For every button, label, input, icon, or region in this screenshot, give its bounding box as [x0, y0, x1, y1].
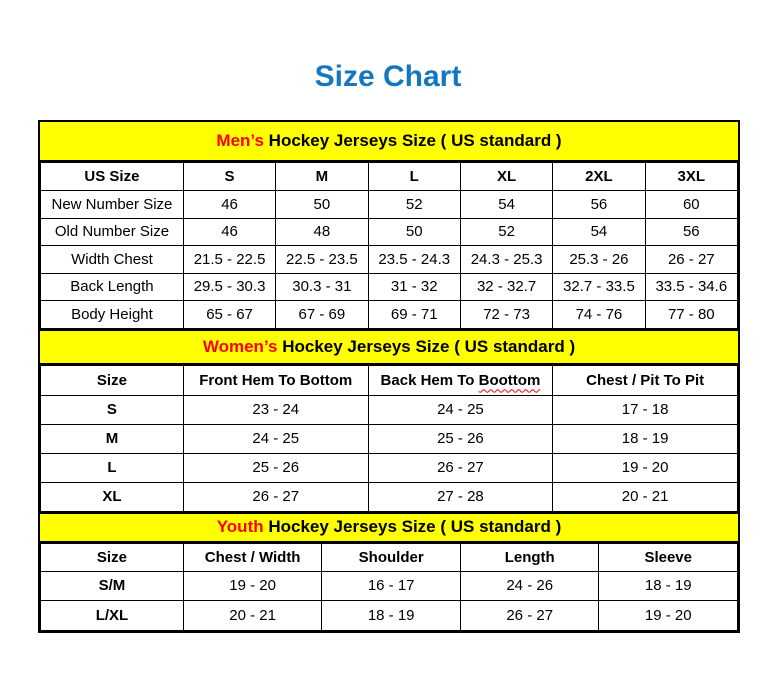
row-label: S/M — [41, 571, 184, 601]
cell: 72 - 73 — [460, 301, 552, 329]
cell: 60 — [645, 191, 737, 219]
size-chart-table — [38, 120, 740, 633]
cell: 24 - 25 — [183, 424, 368, 453]
table-row — [41, 424, 738, 453]
cell: 17 - 18 — [553, 395, 738, 424]
table-row — [41, 191, 738, 219]
cell: 26 - 27 — [645, 246, 737, 274]
cell: 23 - 24 — [183, 395, 368, 424]
row-label: Body Height — [41, 301, 184, 329]
section-heading-womens — [40, 329, 738, 365]
section-womens — [40, 329, 738, 512]
cell: 52 — [368, 191, 460, 219]
cell: 54 — [553, 218, 645, 246]
section-table-mens — [40, 162, 738, 329]
table-row — [41, 246, 738, 274]
section-table-youth — [40, 543, 738, 631]
column-header: 2XL — [553, 163, 645, 191]
cell: 33.5 - 34.6 — [645, 273, 737, 301]
row-label: Width Chest — [41, 246, 184, 274]
table-row — [41, 395, 738, 424]
cell: 27 - 28 — [368, 482, 553, 511]
section-heading-highlight: Youth — [216, 517, 264, 536]
column-header: Chest / Pit To Pit — [553, 365, 738, 395]
table-row — [41, 301, 738, 329]
section-heading-youth — [40, 512, 738, 543]
cell: 46 — [183, 191, 275, 219]
table-row — [41, 273, 738, 301]
table-row — [41, 601, 738, 631]
row-label: Back Length — [41, 273, 184, 301]
column-header: Shoulder — [322, 543, 461, 571]
cell: 24.3 - 25.3 — [460, 246, 552, 274]
cell: 18 - 19 — [599, 571, 738, 601]
size-chart-page — [0, 60, 776, 624]
row-label: L — [41, 453, 184, 482]
cell: 29.5 - 30.3 — [183, 273, 275, 301]
cell: 16 - 17 — [322, 571, 461, 601]
row-label: XL — [41, 482, 184, 511]
cell: 18 - 19 — [553, 424, 738, 453]
cell: 32.7 - 33.5 — [553, 273, 645, 301]
cell: 26 - 27 — [460, 601, 599, 631]
cell: 24 - 25 — [368, 395, 553, 424]
cell: 56 — [553, 191, 645, 219]
column-header: 3XL — [645, 163, 737, 191]
cell: 24 - 26 — [460, 571, 599, 601]
cell: 19 - 20 — [553, 453, 738, 482]
cell: 25.3 - 26 — [553, 246, 645, 274]
cell: 18 - 19 — [322, 601, 461, 631]
header-row — [41, 543, 738, 571]
column-header: XL — [460, 163, 552, 191]
column-header: Front Hem To Bottom — [183, 365, 368, 395]
section-youth — [40, 512, 738, 631]
cell: 20 - 21 — [553, 482, 738, 511]
cell: 69 - 71 — [368, 301, 460, 329]
misspelled-word: Boottom — [478, 371, 541, 389]
column-header: Chest / Width — [183, 543, 322, 571]
cell: 52 — [460, 218, 552, 246]
cell: 65 - 67 — [183, 301, 275, 329]
cell: 26 - 27 — [368, 453, 553, 482]
cell: 22.5 - 23.5 — [276, 246, 368, 274]
cell: 25 - 26 — [368, 424, 553, 453]
section-heading-highlight: Women’s — [202, 336, 278, 356]
table-row — [41, 571, 738, 601]
cell: 50 — [276, 191, 368, 219]
column-header: Size — [41, 365, 184, 395]
cell: 21.5 - 22.5 — [183, 246, 275, 274]
cell: 25 - 26 — [183, 453, 368, 482]
row-label: M — [41, 424, 184, 453]
cell: 56 — [645, 218, 737, 246]
table-row — [41, 218, 738, 246]
cell: 50 — [368, 218, 460, 246]
column-header: L — [368, 163, 460, 191]
cell: 32 - 32.7 — [460, 273, 552, 301]
column-header: Sleeve — [599, 543, 738, 571]
table-row — [41, 453, 738, 482]
row-label: New Number Size — [41, 191, 184, 219]
section-heading-rest: Hockey Jerseys Size ( US standard ) — [277, 336, 576, 356]
column-header: US Size — [41, 163, 184, 191]
column-header: Size — [41, 543, 184, 571]
cell: 67 - 69 — [276, 301, 368, 329]
row-label: Old Number Size — [41, 218, 184, 246]
column-header — [368, 365, 553, 395]
section-mens — [40, 122, 738, 329]
cell: 74 - 76 — [553, 301, 645, 329]
header-row — [41, 365, 738, 395]
cell: 46 — [183, 218, 275, 246]
cell: 77 - 80 — [645, 301, 737, 329]
section-heading-highlight: Men’s — [216, 131, 264, 150]
cell: 26 - 27 — [183, 482, 368, 511]
cell: 54 — [460, 191, 552, 219]
cell: 30.3 - 31 — [276, 273, 368, 301]
page-title: Size Chart — [314, 60, 462, 93]
column-header: S — [183, 163, 275, 191]
column-header: Length — [460, 543, 599, 571]
cell: 23.5 - 24.3 — [368, 246, 460, 274]
cell: 19 - 20 — [599, 601, 738, 631]
section-table-womens — [40, 365, 738, 512]
section-heading-rest: Hockey Jerseys Size ( US standard ) — [263, 131, 562, 150]
row-label: S — [41, 395, 184, 424]
row-label: L/XL — [41, 601, 184, 631]
cell: 19 - 20 — [183, 571, 322, 601]
cell: 48 — [276, 218, 368, 246]
cell: 31 - 32 — [368, 273, 460, 301]
section-heading-mens — [40, 122, 738, 162]
column-header-text: Back Hem To — [380, 371, 479, 389]
section-heading-rest: Hockey Jerseys Size ( US standard ) — [263, 517, 562, 536]
cell: 20 - 21 — [183, 601, 322, 631]
table-row — [41, 482, 738, 511]
header-row — [41, 163, 738, 191]
column-header: M — [276, 163, 368, 191]
